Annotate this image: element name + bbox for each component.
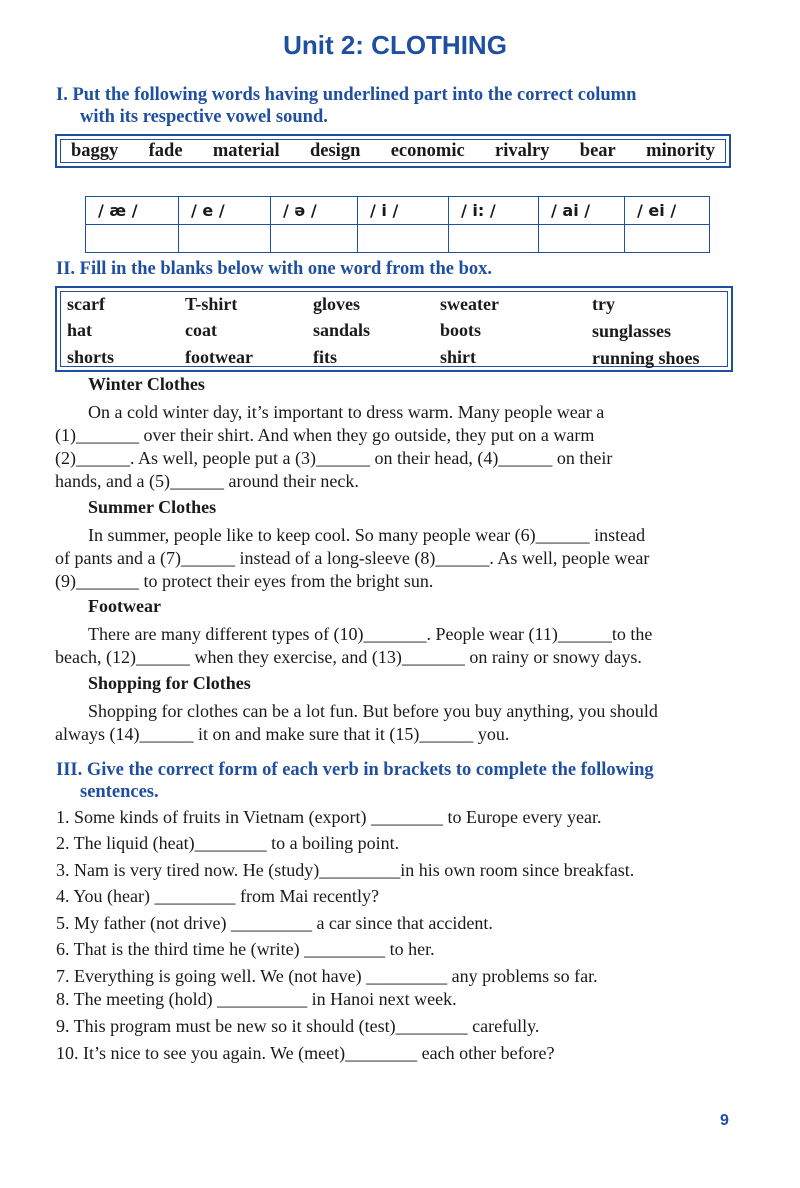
text-line: always (14)______ it on and make sure that it (15)______ you. bbox=[55, 724, 510, 744]
answer-cell[interactable] bbox=[625, 225, 710, 253]
word-item: minority bbox=[646, 140, 715, 161]
word-item: running shoes bbox=[592, 348, 700, 368]
subsection-heading-summer: Summer Clothes bbox=[88, 497, 217, 517]
exercise-item: 8. The meeting (hold) __________ in Hanoi next week. bbox=[56, 989, 457, 1009]
vowel-column-header: / i: / bbox=[449, 197, 539, 225]
word-item: try bbox=[592, 294, 615, 314]
paragraph-footwear bbox=[55, 623, 733, 669]
vowel-column-header: / ə / bbox=[271, 197, 358, 225]
word-item: rivalry bbox=[495, 140, 550, 161]
text-line: of pants and a (7)______ instead of a long-sleeve (8)______. As well, people wear bbox=[55, 548, 650, 568]
vowel-column-header: / æ / bbox=[86, 197, 179, 225]
word-item: gloves bbox=[313, 294, 360, 314]
word-item: bear bbox=[579, 140, 616, 161]
text-line: (9)_______ to protect their eyes from the bright sun. bbox=[55, 571, 434, 591]
section-2-title: II. Fill in the blanks below with one word from the box. bbox=[56, 259, 492, 279]
word-item: shorts bbox=[67, 347, 115, 367]
word-item: T-shirt bbox=[185, 294, 238, 314]
word-box-2 bbox=[55, 286, 733, 372]
exercise-item: 10. It’s nice to see you again. We (meet)________ each other before? bbox=[56, 1043, 555, 1063]
answer-cell[interactable] bbox=[179, 225, 271, 253]
section-1-title-line2: with its respective vowel sound. bbox=[80, 107, 328, 127]
word-item: footwear bbox=[185, 347, 253, 367]
word-item: material bbox=[212, 140, 280, 161]
exercise-item: 4. You (hear) _________ from Mai recently? bbox=[56, 886, 379, 906]
answer-cell[interactable] bbox=[271, 225, 358, 253]
exercise-item: 1. Some kinds of fruits in Vietnam (export) ________ to Europe every year. bbox=[56, 807, 602, 827]
answer-cell[interactable] bbox=[539, 225, 625, 253]
section-3-title-line1: III. Give the correct form of each verb in brackets to complete the following bbox=[56, 760, 654, 780]
vowel-column-header: / i / bbox=[358, 197, 449, 225]
answer-cell[interactable] bbox=[86, 225, 179, 253]
exercise-item: 5. My father (not drive) _________ a car since that accident. bbox=[56, 913, 493, 933]
word-item: scarf bbox=[67, 294, 105, 314]
subsection-heading-shopping: Shopping for Clothes bbox=[88, 673, 251, 693]
word-item: shirt bbox=[440, 347, 476, 367]
text-line: (1)_______ over their shirt. And when they go outside, they put on a warm bbox=[55, 425, 595, 445]
word-item: fade bbox=[148, 140, 183, 161]
section-3-title-line2: sentences. bbox=[80, 782, 159, 802]
section-3-title bbox=[56, 759, 736, 803]
word-item: economic bbox=[390, 140, 465, 161]
word-item: coat bbox=[185, 320, 217, 340]
word-item: hat bbox=[67, 320, 93, 340]
paragraph-shopping bbox=[55, 700, 733, 746]
vowel-column-header: / ei / bbox=[625, 197, 710, 225]
answer-cell[interactable] bbox=[449, 225, 539, 253]
subsection-heading-footwear: Footwear bbox=[88, 596, 161, 616]
word-item: boots bbox=[440, 320, 482, 340]
section-1-title-line1: I. Put the following words having underlined part into the correct column bbox=[56, 85, 637, 105]
section-1-title bbox=[56, 84, 736, 128]
word-item: sweater bbox=[440, 294, 499, 314]
text-line: On a cold winter day, it’s important to dress warm. Many people wear a bbox=[88, 402, 605, 422]
paragraph-summer bbox=[55, 524, 733, 593]
exercise-item: 6. That is the third time he (write) _________ to her. bbox=[56, 939, 435, 959]
answer-cell[interactable] bbox=[358, 225, 449, 253]
text-line: There are many different types of (10)_______. People wear (11)______to the bbox=[88, 624, 653, 644]
word-box-1 bbox=[55, 134, 731, 168]
word-item: design bbox=[309, 140, 361, 161]
text-line: In summer, people like to keep cool. So many people wear (6)______ instead bbox=[88, 525, 646, 545]
vowel-header-row bbox=[86, 197, 710, 225]
word-item: fits bbox=[313, 347, 337, 367]
text-line: hands, and a (5)______ around their neck. bbox=[55, 471, 359, 491]
vowel-column-header: / ai / bbox=[539, 197, 625, 225]
vowel-answer-row bbox=[86, 225, 710, 253]
page-number: 9 bbox=[720, 1112, 729, 1129]
text-line: beach, (12)______ when they exercise, and (13)_______ on rainy or snowy days. bbox=[55, 647, 642, 667]
page-title: Unit 2: CLOTHING bbox=[283, 30, 507, 60]
exercise-item: 9. This program must be new so it should (test)________ carefully. bbox=[56, 1016, 540, 1036]
vowel-column-header: / e / bbox=[179, 197, 271, 225]
text-line: (2)______. As well, people put a (3)______ on their head, (4)______ on their bbox=[55, 448, 613, 468]
word-item: baggy bbox=[71, 140, 119, 161]
word-item: sunglasses bbox=[592, 321, 672, 341]
exercise-item: 2. The liquid (heat)________ to a boiling point. bbox=[56, 833, 400, 853]
exercise-item: 3. Nam is very tired now. He (study)_________in his own room since breakfast. bbox=[56, 860, 635, 880]
subsection-heading-winter: Winter Clothes bbox=[88, 374, 205, 394]
text-line: Shopping for clothes can be a lot fun. But before you buy anything, you should bbox=[88, 701, 658, 721]
exercise-item: 7. Everything is going well. We (not have) _________ any problems so far. bbox=[56, 966, 598, 986]
paragraph-winter bbox=[55, 401, 733, 493]
vowel-sound-table bbox=[85, 196, 710, 253]
word-item: sandals bbox=[313, 320, 371, 340]
